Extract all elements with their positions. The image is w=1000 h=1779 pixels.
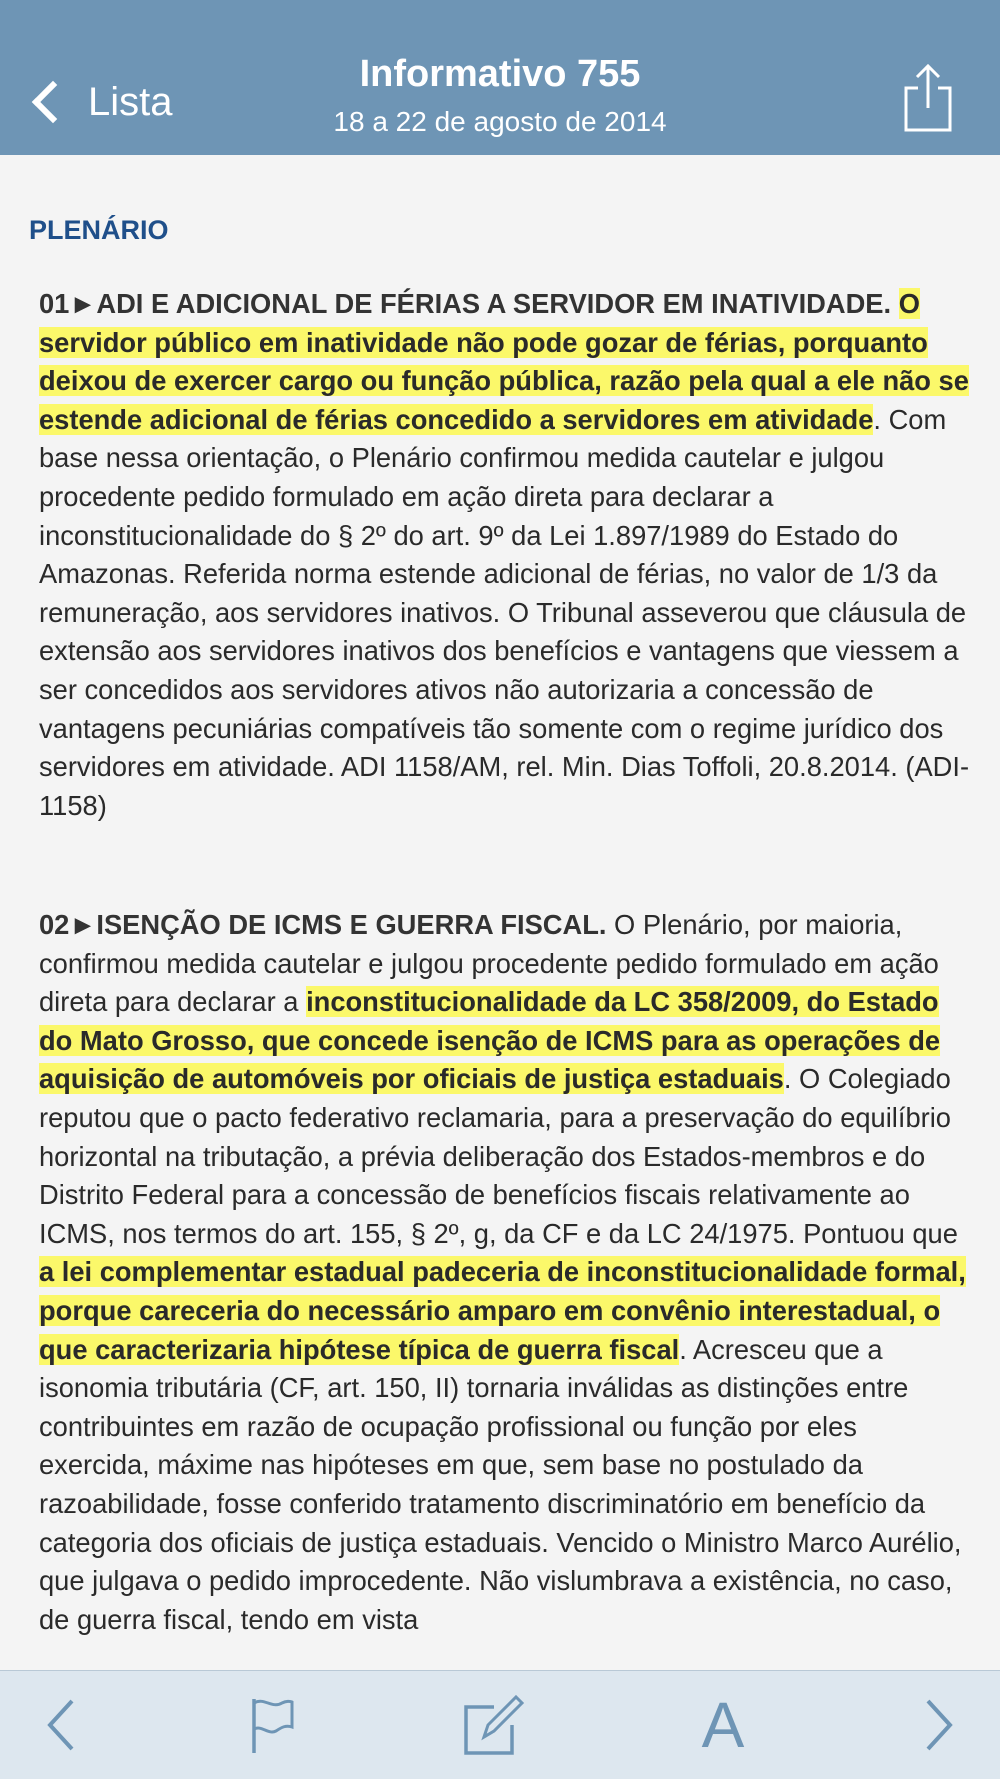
back-button-label: Lista bbox=[88, 79, 173, 124]
compose-button[interactable] bbox=[458, 1693, 528, 1757]
chevron-left-icon bbox=[42, 1697, 82, 1753]
previous-button[interactable] bbox=[27, 1693, 97, 1757]
share-button[interactable] bbox=[898, 62, 958, 134]
section-title: PLENÁRIO bbox=[29, 215, 169, 245]
flag-button[interactable] bbox=[236, 1693, 306, 1757]
share-icon bbox=[898, 62, 958, 134]
body-text: . Com base nessa orientação, o Plenário confirmou medida cautelar e julgou procedente pedido formulado em ação direta para declarar a inconstitucionalidade do § 2º do art. 9º da Lei 1.897/1989 do Estado do Amazonas. Referida norma estende adicional de férias, no valor de 1/3 da remuneração, aos servidores inativos. O Tribunal asseverou que cláusula de extensão aos servidores inativos dos benefícios e vantagens que viessem a ser concedidos aos servidores ativos não autorizaria a concessão de vantagens pecuniárias compatíveis tão somente com o regime jurídico dos servidores em atividade. ADI 1158/AM, rel. Min. Dias Toffoli, 20.8.2014. (ADI-1158) bbox=[39, 403, 970, 821]
highlighted-text: a lei complementar estadual padeceria de inconstitucionalidade formal, porque careceria do necessário amparo em convênio interestadual, o que caracterizaria hipótese típica de guerra fiscal bbox=[39, 1256, 966, 1365]
article-body bbox=[39, 909, 966, 1635]
highlighted-text: O servidor público em inatividade não pode gozar de férias, porquanto deixou de exercer cargo ou função pública, razão pela qual a ele não se estende adicional de férias concedido a servidores em atividade bbox=[39, 288, 969, 435]
font-size-icon: A bbox=[701, 1689, 745, 1761]
body-text: . O Colegiado reputou que o pacto federativo reclamaria, para a preservação do equilíbrio horizontal na tributação, a prévia deliberação dos Estados-membros e do Distrito Federal para a concessão de benefícios fiscais relativamente ao ICMS, nos termos do art. 155, § 2º, g, da CF e da LC 24/1975. Pontuou que bbox=[39, 1063, 958, 1249]
next-button[interactable] bbox=[903, 1693, 973, 1757]
flag-icon bbox=[246, 1695, 296, 1755]
compose-icon bbox=[460, 1693, 526, 1757]
article-heading: 01►ADI E ADICIONAL DE FÉRIAS A SERVIDOR EM INATIVIDADE. bbox=[39, 288, 892, 319]
article-item bbox=[39, 285, 974, 825]
body-text: . Acresceu que a isonomia tributária (CF, art. 150, II) tornaria inválidas as distinções entre contribuintes em razão de ocupação profissional ou função por eles exercida, máxime nas hipóteses em que, sem base no postulado da razoabilidade, fosse conferido tratamento discriminatório em benefício da categoria dos oficiais de justiça estaduais. Vencido o Ministro Marco Aurélio, que julgava o pedido improcedente. Não vislumbrava a existência, no caso, de guerra fiscal, tendo em vista bbox=[39, 1333, 962, 1635]
page-title: Informativo 755 bbox=[359, 53, 641, 95]
article-body bbox=[39, 288, 969, 821]
article-content[interactable] bbox=[0, 155, 1000, 1670]
chevron-right-icon bbox=[918, 1697, 958, 1753]
navigation-bar bbox=[0, 0, 1000, 155]
article-heading: 02►ISENÇÃO DE ICMS E GUERRA FISCAL. bbox=[39, 909, 607, 940]
highlighted-text: inconstitucionalidade da LC 358/2009, do Estado do Mato Grosso, que concede isenção de ICMS para as operações de aquisição de automóveis por oficiais de justiça estaduais bbox=[39, 986, 941, 1095]
body-text: O Plenário, por maioria, confirmou medida cautelar e julgou procedente pedido formulado em ação direta para declarar a bbox=[39, 909, 939, 1018]
bottom-toolbar bbox=[0, 1670, 1000, 1779]
font-size-button[interactable] bbox=[688, 1689, 758, 1761]
article-item bbox=[39, 906, 974, 1639]
page-subtitle: 18 a 22 de agosto de 2014 bbox=[333, 106, 667, 137]
